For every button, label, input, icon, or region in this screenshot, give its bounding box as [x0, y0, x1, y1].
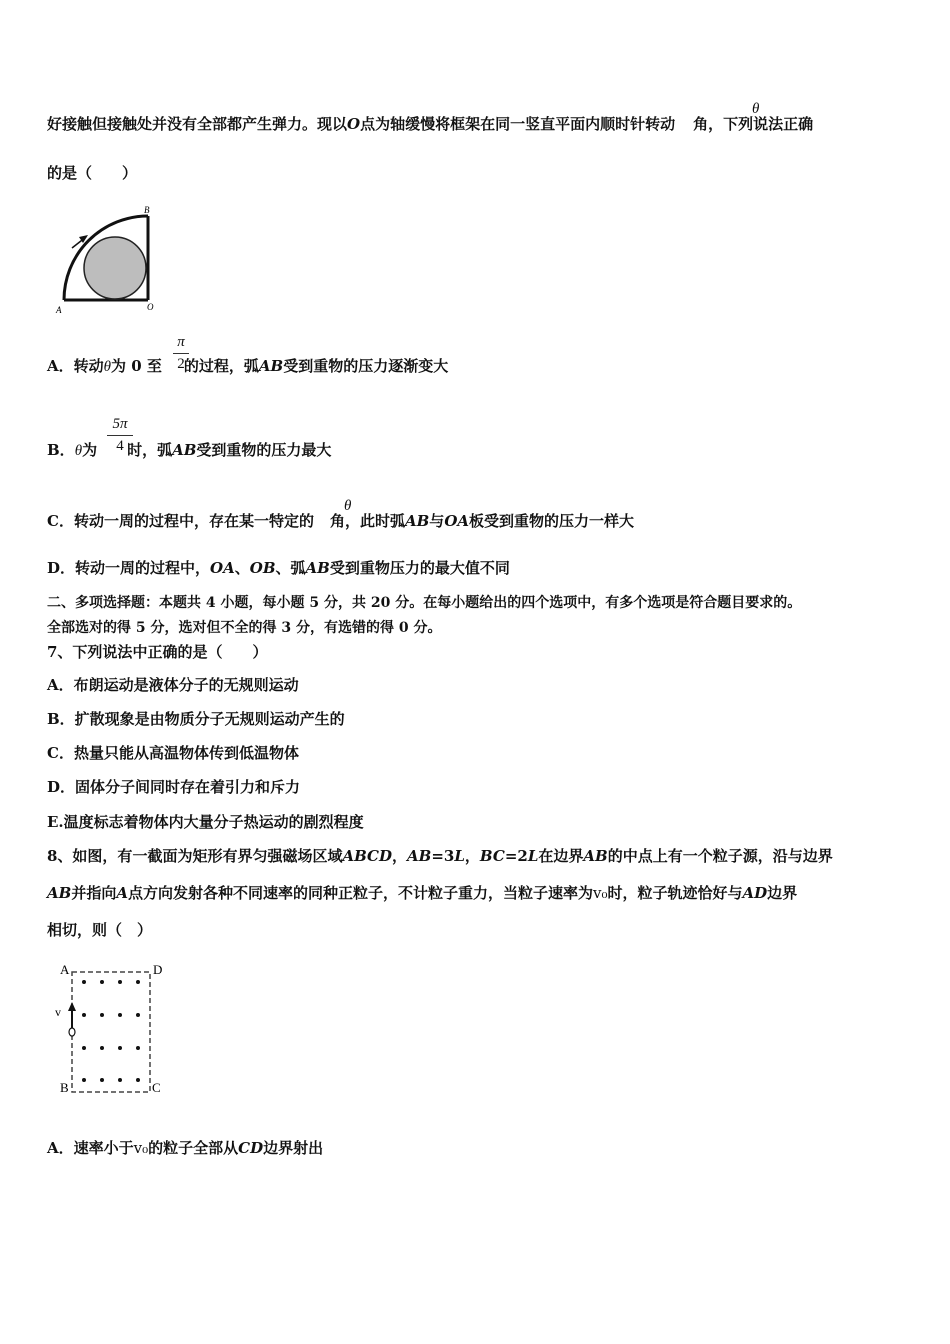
q6-option-a-AB: AB	[258, 357, 284, 375]
q6-option-d-OB: OB	[249, 559, 276, 577]
field-dot	[136, 1078, 140, 1082]
q8-l2-AD: AD	[742, 884, 768, 902]
q6-stem-text-c: 角，下列说法正确	[693, 115, 814, 133]
q6-option-a-text-4: 受到重物的压力逐渐变大	[283, 357, 449, 375]
q8-l2-A: A	[116, 884, 128, 902]
q8-l2-text-b: 点方向发射各种不同速率的同种正粒子，不计粒子重力，当粒子速率为	[127, 884, 593, 902]
q6-option-c-OA: OA	[444, 512, 470, 530]
q8-l2-text-c: 时，粒子轨迹恰好与	[607, 884, 743, 902]
q7-option-a: A．布朗运动是液体分子的无规则运动	[47, 676, 299, 694]
q8-l1-AB-length: AB	[407, 847, 432, 865]
q6-option-d	[47, 561, 510, 576]
q6-option-c-AB: AB	[404, 512, 430, 530]
field-dot	[136, 1013, 140, 1017]
field-dot	[100, 1078, 104, 1082]
q8-label-v: v	[55, 1005, 61, 1019]
q6-stem-line2: 的是（ ）	[47, 164, 138, 182]
q8-l1-eq-3: =3	[431, 847, 455, 865]
q6-option-b-fraction	[107, 416, 133, 455]
q6-option-c-theta: θ	[344, 498, 352, 514]
q6-option-a	[47, 359, 448, 375]
q6-figure	[50, 200, 165, 320]
q8-figure	[52, 958, 177, 1098]
q8-l2-AB: AB	[47, 884, 72, 902]
q6-option-b	[47, 443, 331, 459]
q7-option-d: D．固体分子间同时存在着引力和斥力	[47, 778, 301, 796]
q6-option-c-text-2: 角，此时弧	[329, 512, 405, 530]
field-dot	[100, 980, 104, 984]
q6-stem-text-b: 点为轴缓慢将框架在同一竖直平面内顺时针转动	[360, 115, 676, 133]
q6-option-a-frac-den: 2	[177, 356, 185, 372]
field-dot	[100, 1046, 104, 1050]
field-dot	[118, 1013, 122, 1017]
q8-option-a-v0: v₀	[133, 1139, 149, 1157]
section2-heading-line2: 全部选对的得 5 分，选对但不全的得 3 分，有选错的得 0 分。	[47, 620, 442, 636]
field-dot	[82, 1078, 86, 1082]
q8-l1-L-1: L	[454, 847, 465, 865]
q6-option-a-text-3: 的过程，弧	[183, 357, 259, 375]
field-dot	[100, 1013, 104, 1017]
q8-velocity-arrowhead	[68, 1002, 76, 1011]
q8-label-D: D	[153, 962, 163, 977]
q8-l1-text-a: 8、如图，有一截面为矩形有界匀强磁场区域	[47, 847, 343, 865]
q8-stem-line1	[47, 849, 833, 864]
field-dot	[136, 980, 140, 984]
q6-option-b-text-3: 时，弧	[127, 441, 173, 459]
q6-option-c-text-4: 板受到重物的压力一样大	[469, 512, 635, 530]
q8-option-a-text-1: A．速率小于	[47, 1139, 134, 1157]
q8-l2-v0: v₀	[593, 884, 608, 902]
field-dot	[118, 1046, 122, 1050]
q8-l1-L-2: L	[527, 847, 539, 865]
q6-option-d-AB: AB	[305, 559, 330, 577]
field-dot	[82, 1046, 86, 1050]
q8-option-a-text-3: 边界射出	[263, 1139, 324, 1157]
q6-option-c	[47, 514, 634, 529]
field-dot	[118, 1078, 122, 1082]
q6-option-d-text-1: D．转动一周的过程中，	[47, 559, 211, 577]
q7-stem: 7、下列说法中正确的是（ ）	[47, 643, 268, 661]
q6-label-B: B	[144, 205, 150, 215]
q8-option-a-CD: CD	[238, 1139, 264, 1157]
q8-l2-text-a: 并指向	[71, 884, 117, 902]
q6-stem-text-a: 好接触但接触处并没有全部都产生弹力。现以	[47, 115, 348, 133]
field-dot	[82, 1013, 86, 1017]
q6-option-d-sep: 、	[234, 559, 250, 577]
q6-option-c-text-1: C．转动一周的过程中，存在某一特定的	[47, 512, 314, 530]
q6-option-d-text-3: 受到重物压力的最大值不同	[329, 559, 510, 577]
q6-option-d-OA: OA	[210, 559, 235, 577]
q8-l2-text-d: 边界	[767, 884, 798, 902]
q6-option-b-frac-bar	[107, 435, 133, 436]
q6-option-b-text-1: B．	[47, 441, 75, 459]
q6-point-O: O	[347, 115, 361, 133]
q8-particle-source	[69, 1028, 75, 1036]
q6-option-b-AB: AB	[172, 441, 197, 459]
q6-option-a-fraction	[173, 334, 189, 373]
q6-option-a-frac-bar	[173, 353, 189, 354]
q8-l1-BC: BC	[479, 847, 505, 865]
q8-option-a	[47, 1141, 323, 1156]
q7-option-c: C．热量只能从高温物体传到低温物体	[47, 744, 299, 762]
q8-l1-eq-2: =2	[504, 847, 528, 865]
q8-label-B: B	[60, 1080, 69, 1095]
q8-stem-line2	[47, 886, 797, 901]
q8-label-A: A	[60, 962, 70, 977]
q6-option-a-text-2: 为 0 至	[111, 357, 162, 375]
q6-option-b-frac-den: 4	[116, 438, 124, 454]
field-dot	[82, 980, 86, 984]
section2-heading-line1: 二、多项选择题：本题共 4 小题，每小题 5 分，共 20 分。在每小题给出的四个选项中，有多个选项是符合题目要求的。	[47, 595, 802, 611]
q6-option-a-text-1: A．转动	[47, 357, 104, 375]
q6-option-b-text-2: 为	[82, 441, 98, 459]
q6-option-d-text-2: 、弧	[275, 559, 306, 577]
q6-stem-line1	[47, 117, 813, 132]
q7-option-e: E.温度标志着物体内大量分子热运动的剧烈程度	[47, 813, 364, 831]
q6-option-b-text-4: 受到重物的压力最大	[196, 441, 332, 459]
q8-stem-line3: 相切，则（ ）	[47, 921, 153, 939]
q8-field-dots	[82, 980, 140, 1082]
q6-label-O: O	[147, 302, 154, 312]
q6-option-a-frac-num: π	[177, 334, 185, 350]
q8-l1-text-g: 的中点上有一个粒子源，沿与边界	[607, 847, 833, 865]
q8-l1-comma-2: ，	[464, 847, 480, 865]
q8-label-C: C	[152, 1080, 161, 1095]
q6-option-c-text-3: 与	[429, 512, 445, 530]
q6-option-b-frac-num: 5π	[112, 416, 128, 432]
q6-weight-ball	[84, 237, 146, 299]
field-dot	[118, 980, 122, 984]
field-dot	[136, 1046, 140, 1050]
q8-l1-comma-1: ，	[392, 847, 408, 865]
q6-theta-symbol: θ	[752, 101, 760, 117]
q8-option-a-text-2: 的粒子全部从	[148, 1139, 239, 1157]
q8-l1-text-f: 在边界	[538, 847, 584, 865]
q6-label-A: A	[56, 305, 62, 315]
q6-option-b-theta: θ	[74, 443, 83, 459]
q8-l1-ABCD: ABCD	[342, 847, 392, 865]
q6-option-a-theta: θ	[103, 359, 112, 375]
q7-option-b: B．扩散现象是由物质分子无规则运动产生的	[47, 710, 345, 728]
q8-l1-AB: AB	[583, 847, 608, 865]
q8-field-boundary	[72, 972, 150, 1092]
